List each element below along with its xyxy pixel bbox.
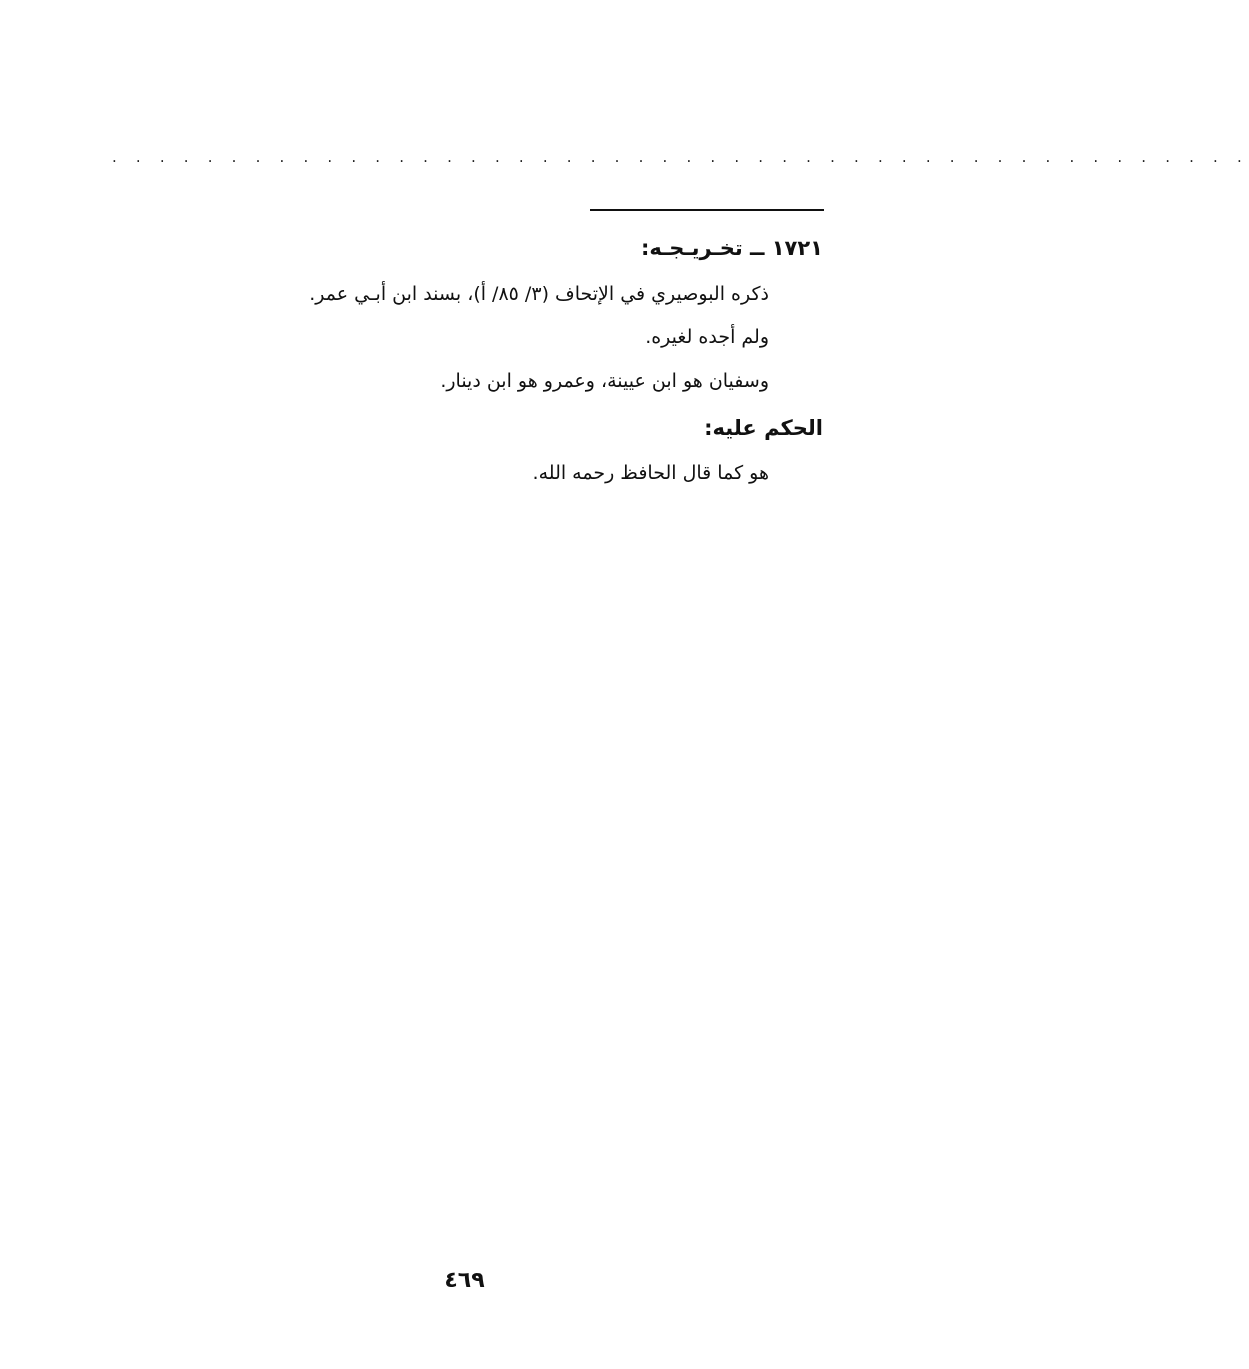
takhrij-heading: ١٧٢١ ــ تخـريـجـه: xyxy=(640,236,823,260)
page-number: ٤٦٩ xyxy=(444,1268,485,1293)
footnote-rule xyxy=(590,209,824,211)
takhrij-line-1: ذكره البوصيري في الإتحاف (٣/ ٨٥/ أ)، بسند ابن أبـي عمر. xyxy=(309,283,769,305)
dotted-separator: . . . . . . . . . . . . . . . . . . . . . . . . . . . . . . . . . . . . . . . . . . . . . . . . xyxy=(112,148,1249,166)
ruling-heading: الحكم عليه: xyxy=(704,416,823,440)
takhrij-line-2: ولم أجده لغيره. xyxy=(645,326,769,348)
takhrij-line-3: وسفيان هو ابن عيينة، وعمرو هو ابن دينار. xyxy=(440,370,769,392)
ruling-line-1: هو كما قال الحافظ رحمه الله. xyxy=(532,462,769,484)
